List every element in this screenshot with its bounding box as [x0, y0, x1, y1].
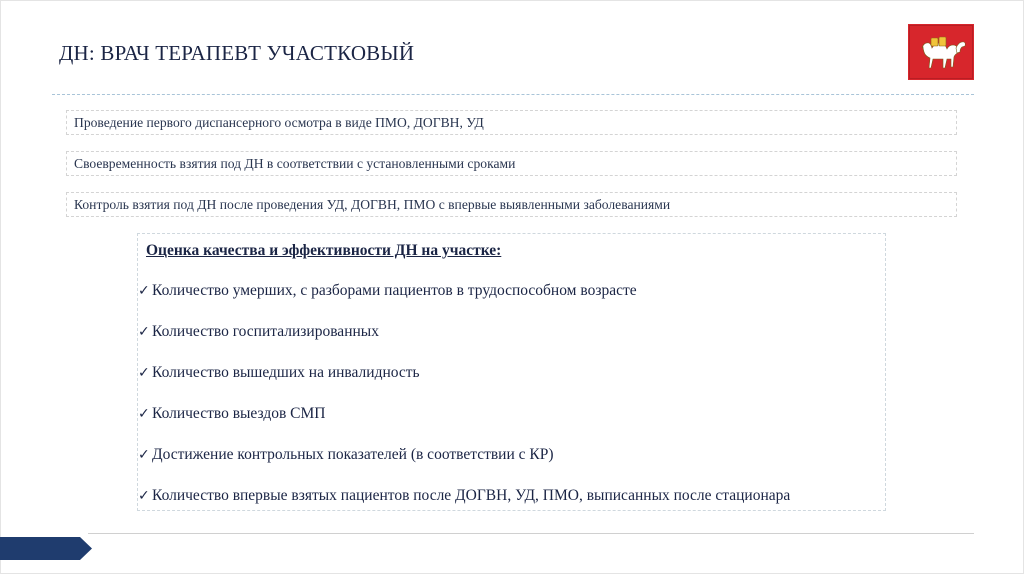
list-item-text: Количество выездов СМП: [152, 405, 326, 422]
bottom-divider: [88, 533, 974, 534]
banner-timeliness: Своевременность взятия под ДН в соответствии с установленными сроками: [66, 151, 957, 176]
checkmark-icon: ✓: [138, 447, 150, 463]
quality-panel: [137, 233, 886, 511]
list-item: [138, 282, 637, 300]
banner-control: Контроль взятия под ДН после проведения УД, ДОГВН, ПМО с впервые выявленными заболеваниями: [66, 192, 957, 217]
banner-first-exam: Проведение первого диспансерного осмотра в виде ПМО, ДОГВН, УД: [66, 110, 957, 135]
page-title: ДН: ВРАЧ ТЕРАПЕВТ УЧАСТКОВЫЙ: [59, 41, 415, 65]
checkmark-icon: ✓: [138, 324, 150, 340]
checkmark-icon: ✓: [138, 365, 150, 381]
list-item: [138, 446, 554, 464]
list-item: [138, 405, 325, 423]
list-item-text: Достижение контрольных показателей (в соответствии с КР): [152, 446, 554, 463]
list-item-text: Количество госпитализированных: [152, 323, 379, 340]
checkmark-icon: ✓: [138, 406, 150, 422]
checkmark-icon: ✓: [138, 283, 150, 299]
list-item-text: Количество вышедших на инвалидность: [152, 364, 420, 381]
arrow-bar-icon: [0, 537, 92, 560]
list-item: [138, 364, 420, 382]
coat-of-arms-icon: [908, 24, 974, 80]
list-item: [138, 323, 379, 341]
top-divider: [52, 94, 974, 95]
list-item: [138, 487, 790, 505]
list-item-text: Количество умерших, с разборами пациентов в трудоспособном возрасте: [152, 282, 637, 299]
quality-heading: Оценка качества и эффективности ДН на участке:: [146, 242, 502, 259]
checkmark-icon: ✓: [138, 488, 150, 504]
list-item-text: Количество впервые взятых пациентов после ДОГВН, УД, ПМО, выписанных после стационара: [152, 487, 791, 504]
